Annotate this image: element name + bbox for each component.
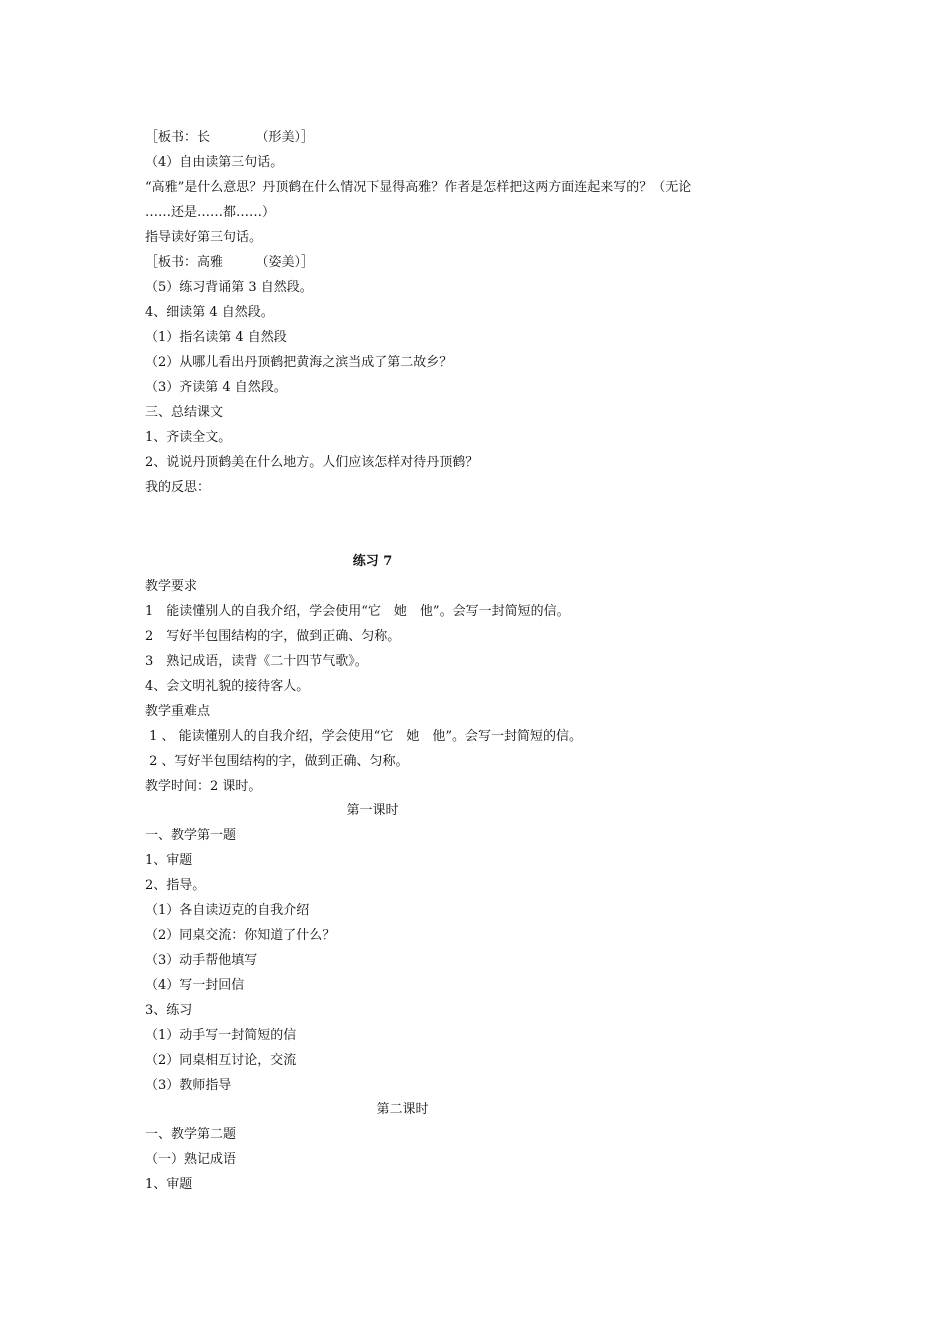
text-line: ［板书：高雅 （姿美）］: [145, 255, 315, 270]
text-line: 3、练习: [145, 1003, 193, 1018]
period-heading: 第一课时: [346, 803, 399, 818]
text-line: “高雅”是什么意思？丹顶鹤在什么情况下显得高雅？作者是怎样把这两方面连起来写的？（无论: [145, 180, 692, 195]
text-line: 我的反思：: [145, 480, 211, 495]
text-line: 2 写好半包围结构的字，做到正确、匀称。: [145, 629, 401, 644]
text-line: ……还是……都……）: [145, 205, 276, 220]
text-line: （2）同桌交流：你知道了什么？: [145, 928, 336, 943]
section-heading: 一、教学第二题: [145, 1127, 237, 1142]
text-line: ［板书：长 （形美）］: [145, 130, 315, 145]
text-line: 教学时间：2 课时。: [145, 779, 262, 794]
text-line: （3）齐读第 4 自然段。: [145, 380, 287, 395]
text-line: （3）动手帮他填写: [145, 953, 258, 968]
section-heading: 一、教学第一题: [145, 828, 237, 843]
text-line: （1）指名读第 4 自然段: [145, 330, 287, 345]
text-line: 1、齐读全文。: [145, 430, 232, 445]
text-line: （2）从哪儿看出丹顶鹤把黄海之滨当成了第二故乡？: [145, 355, 453, 370]
text-line: （4）自由读第三句话。: [145, 155, 284, 170]
text-line: 4、细读第 4 自然段。: [145, 305, 274, 320]
text-line: （4）写一封回信: [145, 978, 245, 993]
text-line: 1、审题: [145, 1177, 193, 1192]
text-line: （1）各自读迈克的自我介绍: [145, 903, 310, 918]
section-heading: 教学重难点: [145, 704, 211, 719]
text-line: 指导读好第三句话。: [145, 230, 263, 245]
text-line: 3 熟记成语，读背《二十四节气歌》。: [145, 654, 368, 669]
text-line: （3）教师指导: [145, 1078, 232, 1093]
text-line: （2）同桌相互讨论，交流: [145, 1053, 297, 1068]
text-line: 2 、写好半包围结构的字，做到正确、匀称。: [145, 754, 409, 769]
text-line: （5）练习背诵第 3 自然段。: [145, 280, 313, 295]
text-line: 1 能读懂别人的自我介绍，学会使用“它 她 他”。会写一封简短的信。: [145, 604, 570, 619]
text-line: 4、会文明礼貌的接待客人。: [145, 679, 310, 694]
text-line: 2、指导。: [145, 878, 206, 893]
text-line: （一）熟记成语: [145, 1152, 237, 1167]
lesson-title: 练习 7: [352, 554, 393, 569]
section-heading: 三、总结课文: [145, 405, 224, 420]
period-heading: 第二课时: [376, 1102, 429, 1117]
text-line: 1 、 能读懂别人的自我介绍，学会使用“它 她 他”。会写一封简短的信。: [145, 729, 582, 744]
text-line: （1）动手写一封简短的信: [145, 1028, 297, 1043]
text-line: 1、审题: [145, 853, 193, 868]
section-heading: 教学要求: [145, 579, 198, 594]
text-line: 2、说说丹顶鹤美在什么地方。人们应该怎样对待丹顶鹤？: [145, 455, 479, 470]
